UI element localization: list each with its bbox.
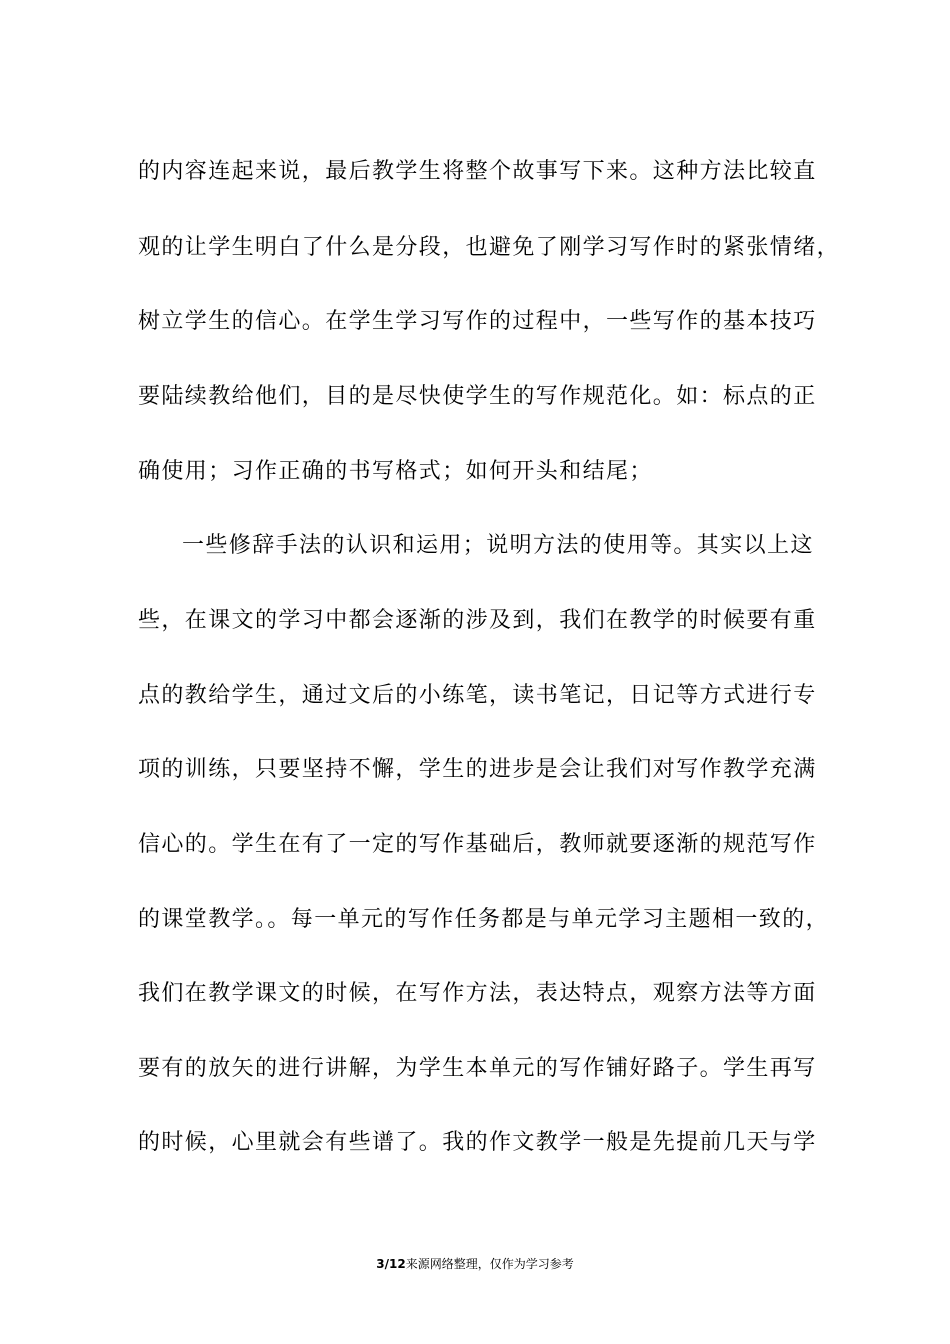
paragraph-line: 我们在教学课文的时候，在写作方法，表达特点，观察方法等方面: [138, 981, 817, 1006]
paragraph-line: 项的训练，只要坚持不懈，学生的进步是会让我们对写作教学充满: [138, 757, 817, 782]
paragraph-line: 信心的。学生在有了一定的写作基础后，教师就要逐渐的规范写作: [138, 832, 817, 857]
paragraph-line: 的课堂教学。。每一单元的写作任务都是与单元学习主题相一致的，: [138, 907, 830, 932]
paragraph-line: 观的让学生明白了什么是分段，也避免了刚学习写作时的紧张情绪，: [138, 235, 841, 260]
paragraph-line: 要陆续教给他们，目的是尽快使学生的写作规范化。如：标点的正: [138, 384, 817, 409]
paragraph-first-line: 一些修辞手法的认识和运用；说明方法的使用等。其实以上这: [182, 533, 814, 558]
page-footer: [0, 1256, 950, 1272]
page-number: 3/12: [376, 1257, 406, 1271]
paragraph-line: 要有的放矢的进行讲解，为学生本单元的写作铺好路子。学生再写: [138, 1056, 817, 1081]
paragraph-line: 树立学生的信心。在学生学习写作的过程中，一些写作的基本技巧: [138, 309, 817, 334]
paragraph-line: 些，在课文的学习中都会逐渐的涉及到，我们在教学的时候要有重: [138, 608, 817, 633]
footer-note: 来源网络整理，仅作为学习参考: [405, 1257, 574, 1271]
paragraph-line: 的内容连起来说，最后教学生将整个故事写下来。这种方法比较直: [138, 159, 817, 184]
paragraph-line: 确使用；习作正确的书写格式；如何开头和结尾；: [138, 459, 653, 484]
paragraph-line: 点的教给学生，通过文后的小练笔，读书笔记，日记等方式进行专: [138, 683, 817, 708]
paragraph-line: 的时候，心里就会有些谱了。我的作文教学一般是先提前几天与学: [138, 1130, 817, 1155]
